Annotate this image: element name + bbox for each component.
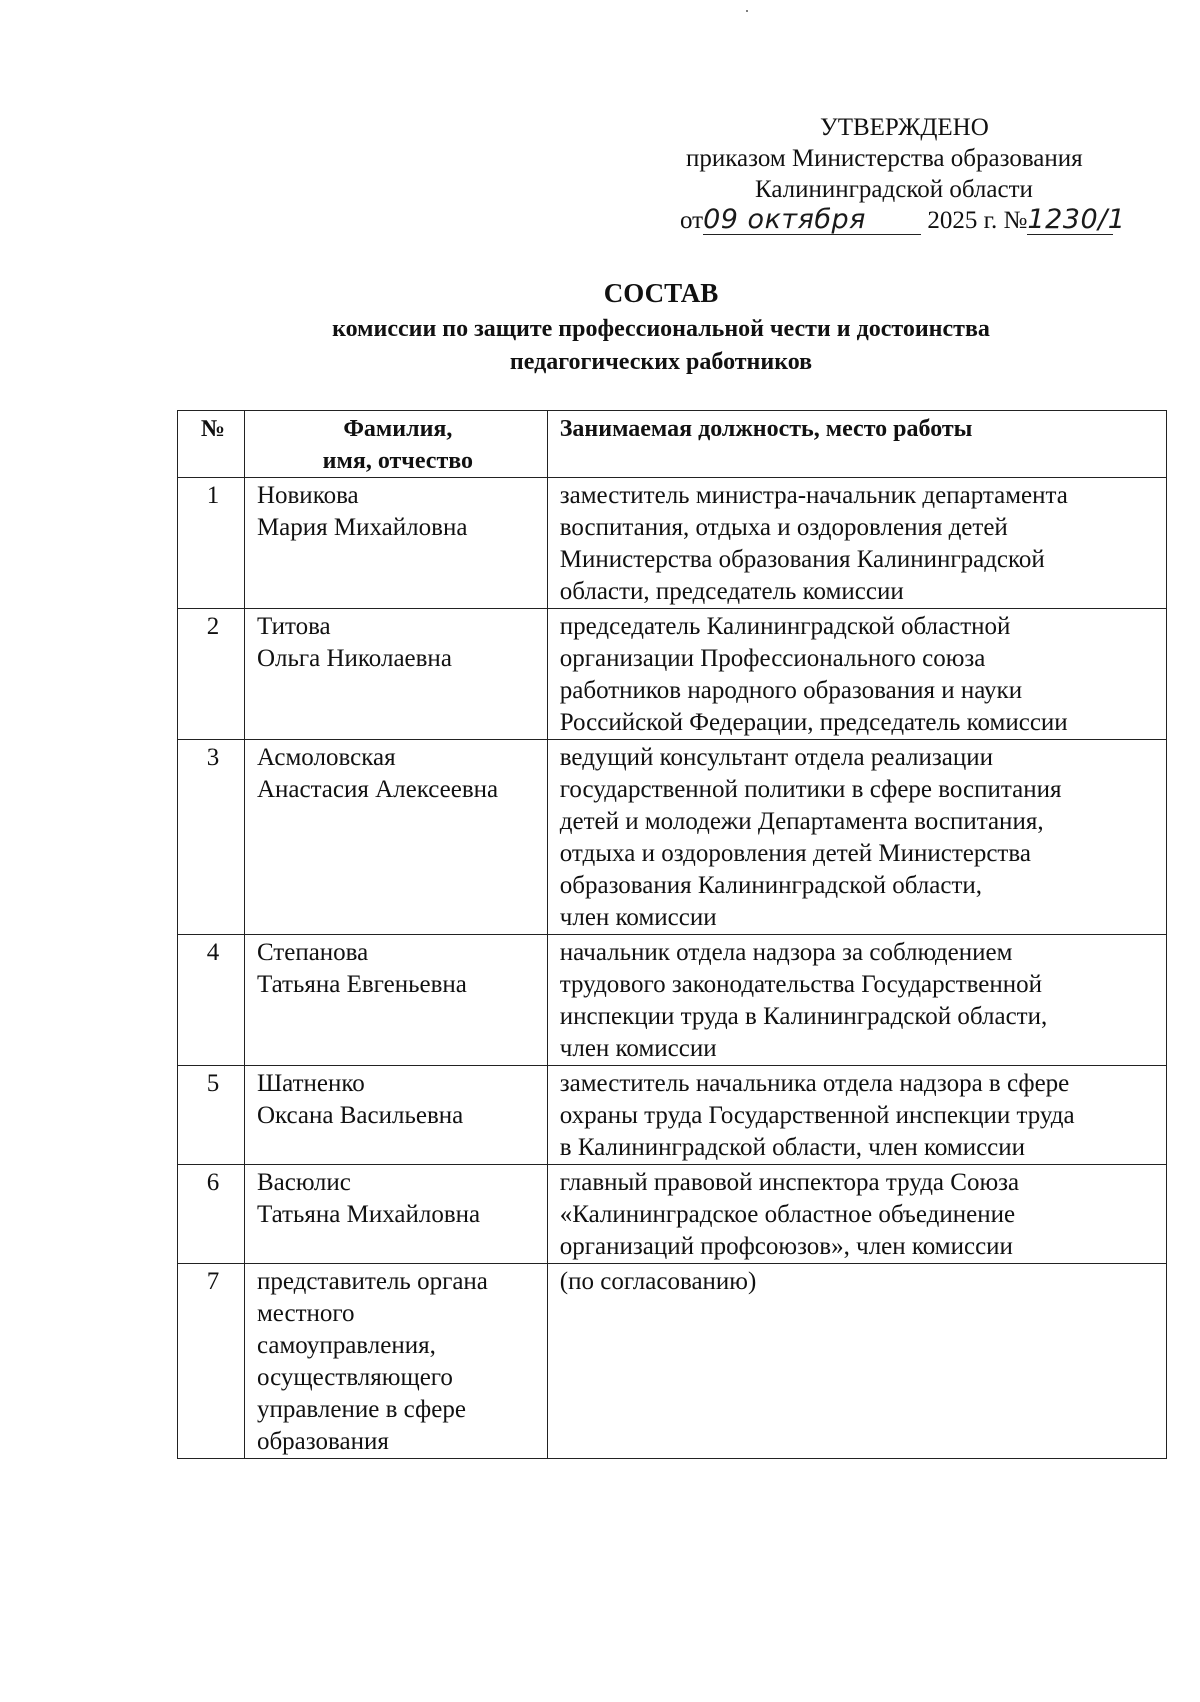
- position-line: ведущий консультант отдела реализации: [559, 744, 993, 771]
- member-name-line: представитель органа: [256, 1268, 488, 1295]
- table-row: [178, 609, 1167, 740]
- document-subtitle: [200, 313, 1122, 379]
- position-line: инспекции труда в Калининградской области,: [559, 1003, 1048, 1030]
- table-row: [178, 1066, 1167, 1165]
- header-name-line-1: Фамилия,: [343, 416, 453, 442]
- member-given-name: Татьяна Михайловна: [256, 1201, 481, 1228]
- member-given-name: Мария Михайловна: [256, 514, 468, 541]
- position-line: государственной политики в сфере воспитания: [559, 776, 1062, 803]
- member-surname: Степанова: [256, 939, 369, 966]
- member-given-name: Ольга Николаевна: [256, 645, 452, 672]
- member-name-line: управление в сфере: [256, 1396, 466, 1423]
- member-position: [547, 1264, 1166, 1459]
- approval-stamp: УТВЕРЖДЕНО: [820, 114, 989, 141]
- member-surname: Васюлис: [256, 1169, 351, 1196]
- position-line: в Калининградской области, член комиссии: [559, 1134, 1026, 1161]
- position-line: охраны труда Государственной инспекции труда: [559, 1102, 1075, 1129]
- from-prefix: от: [680, 207, 704, 234]
- member-position: [547, 935, 1166, 1066]
- document-title: СОСТАВ: [603, 278, 719, 308]
- table-row: [178, 1165, 1167, 1264]
- subtitle-line-1: комиссии по защите профессиональной чести и достоинства: [332, 316, 990, 342]
- position-line: области, председатель комиссии: [559, 578, 904, 605]
- approval-region-line: Калининградской области: [755, 176, 1033, 203]
- header-name: [244, 411, 547, 478]
- row-number: 6: [178, 1165, 245, 1264]
- approval-order-line: приказом Министерства образования: [686, 145, 1083, 172]
- position-line: заместитель министра-начальник департамента: [559, 482, 1068, 509]
- position-line: начальник отдела надзора за соблюдением: [559, 939, 1013, 966]
- header-position: Занимаемая должность, место работы: [547, 411, 1166, 478]
- member-position: [547, 478, 1166, 609]
- row-number: 3: [178, 740, 245, 935]
- position-line: детей и молодежи Департамента воспитания,: [559, 808, 1044, 835]
- position-line: член комиссии: [559, 1035, 717, 1062]
- position-line: организаций профсоюзов», член комиссии: [559, 1233, 1013, 1260]
- member-name: [244, 1165, 547, 1264]
- member-surname: Шатненко: [256, 1070, 365, 1097]
- member-name-line: осуществляющего: [256, 1364, 453, 1391]
- position-line: член комиссии: [559, 904, 717, 931]
- table-row: [178, 478, 1167, 609]
- year-number-label: 2025 г. №: [927, 207, 1028, 234]
- member-position: [547, 1165, 1166, 1264]
- table-row: [178, 740, 1167, 935]
- member-name: [244, 1264, 547, 1459]
- member-surname: Асмоловская: [256, 744, 396, 771]
- approval-block: [620, 112, 1160, 236]
- position-line: отдыха и оздоровления детей Министерства: [559, 840, 1031, 867]
- member-given-name: Оксана Васильевна: [256, 1102, 464, 1129]
- row-number: 5: [178, 1066, 245, 1165]
- position-line: Министерства образования Калининградской: [559, 546, 1045, 573]
- row-number: 2: [178, 609, 245, 740]
- row-number: 4: [178, 935, 245, 1066]
- table-row: [178, 935, 1167, 1066]
- member-position: [547, 1066, 1166, 1165]
- position-line: образования Калининградской области,: [559, 872, 983, 899]
- member-name: [244, 1066, 547, 1165]
- member-position: [547, 609, 1166, 740]
- member-name: [244, 935, 547, 1066]
- table-header-row: [178, 411, 1167, 478]
- subtitle-line-2: педагогических работников: [509, 349, 813, 375]
- commission-table: [177, 410, 1167, 1459]
- member-position: [547, 740, 1166, 935]
- position-line: «Калининградское областное объединение: [559, 1201, 1016, 1228]
- header-name-line-2: имя, отчество: [322, 448, 474, 474]
- position-line: воспитания, отдыха и оздоровления детей: [559, 514, 1008, 541]
- position-line: работников народного образования и науки: [559, 677, 1023, 704]
- position-line: организации Профессионального союза: [559, 645, 986, 672]
- member-name: [244, 740, 547, 935]
- position-line: трудового законодательства Государственной: [559, 971, 1043, 998]
- handwritten-order-number: 1230/1: [1027, 204, 1126, 235]
- scan-speck: [746, 10, 748, 12]
- table-row: [178, 1264, 1167, 1459]
- member-name-line: самоуправления,: [256, 1332, 436, 1359]
- approval-date-line: [620, 205, 1160, 236]
- member-name-line: местного: [256, 1300, 355, 1327]
- position-line: заместитель начальника отдела надзора в сфере: [559, 1070, 1070, 1097]
- position-line: председатель Калининградской областной: [559, 613, 1011, 640]
- member-given-name: Анастасия Алексеевна: [256, 776, 499, 803]
- row-number: 7: [178, 1264, 245, 1459]
- member-surname: Новикова: [256, 482, 359, 509]
- member-given-name: Татьяна Евгеньевна: [256, 971, 467, 998]
- position-line: (по согласованию): [559, 1268, 757, 1295]
- member-name: [244, 478, 547, 609]
- handwritten-date: 09 октября: [703, 206, 921, 235]
- member-name: [244, 609, 547, 740]
- header-number: №: [178, 411, 245, 478]
- member-surname: Титова: [256, 613, 331, 640]
- position-line: главный правовой инспектора труда Союза: [559, 1169, 1020, 1196]
- row-number: 1: [178, 478, 245, 609]
- member-name-line: образования: [256, 1428, 389, 1455]
- position-line: Российской Федерации, председатель комиссии: [559, 709, 1068, 736]
